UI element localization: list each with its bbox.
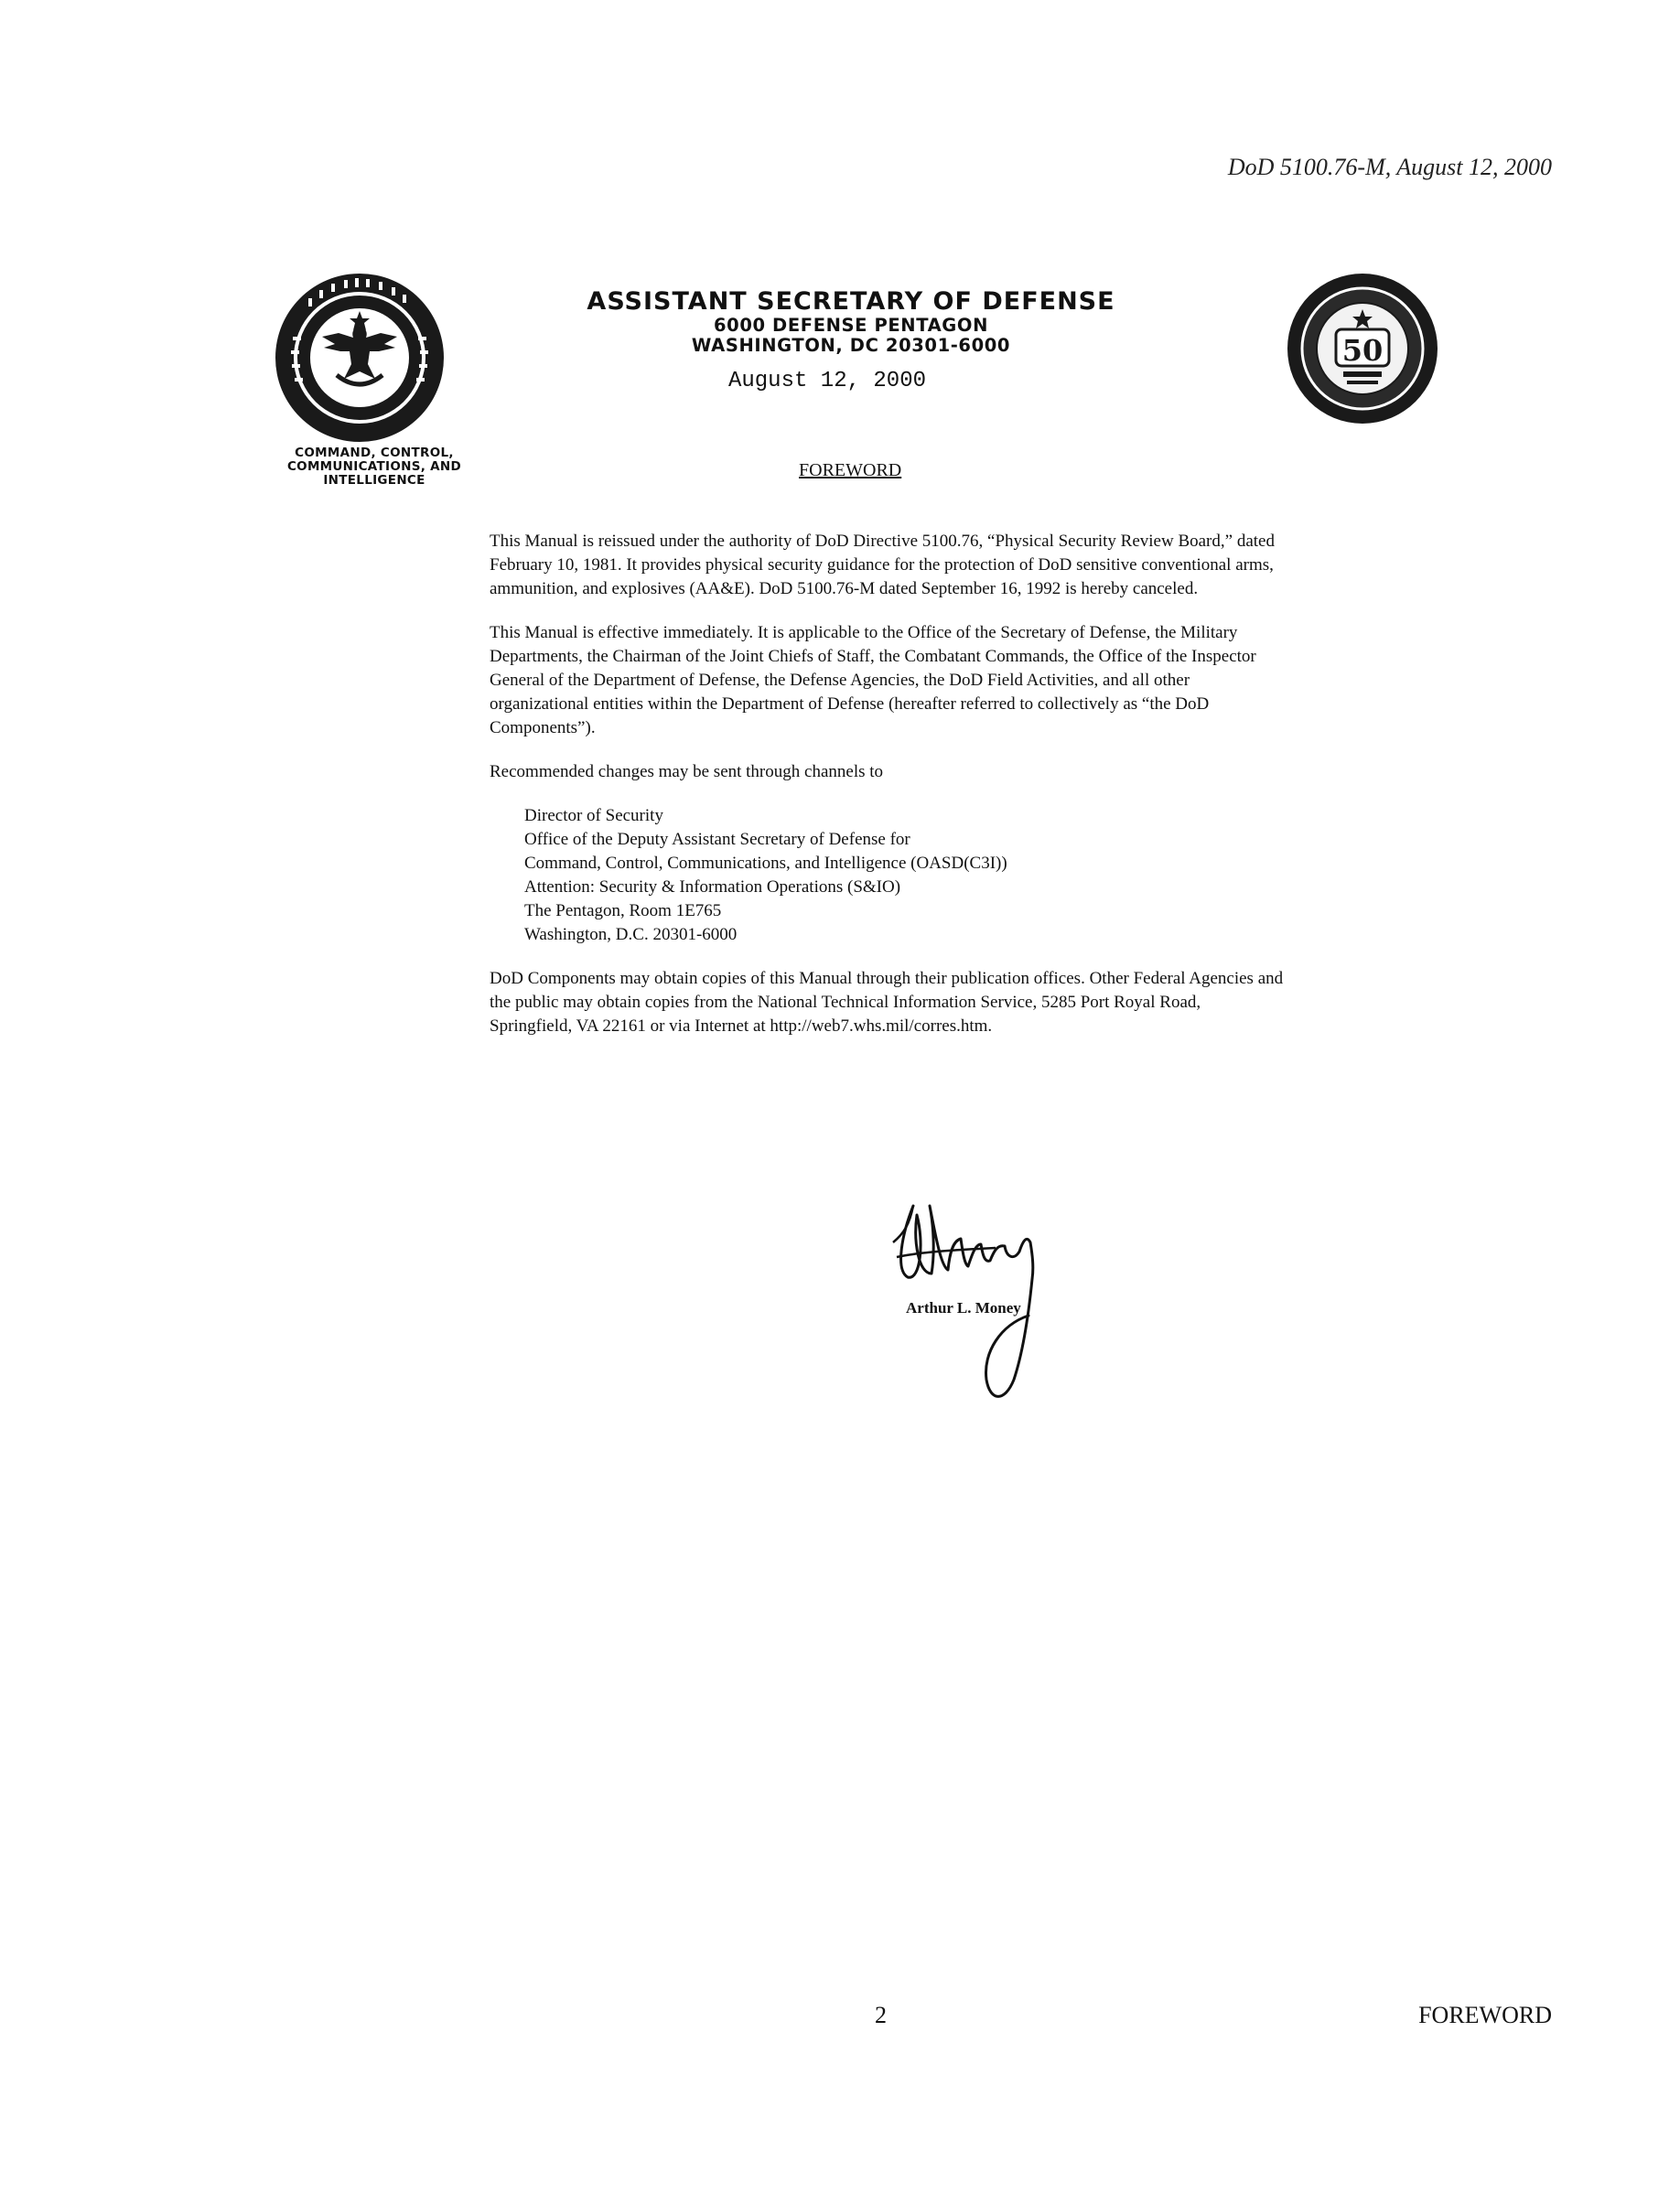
foreword-body: [490, 530, 1286, 1059]
anniversary-number: 50: [1341, 333, 1384, 368]
address-line: Director of Security: [524, 806, 663, 825]
address-line: Command, Control, Communications, and Intelligence (OASD(C3I)): [524, 854, 1007, 873]
letterhead: [512, 287, 1190, 393]
mailing-address: [524, 804, 1286, 947]
office-label: COMMAND, CONTROL, COMMUNICATIONS, AND INTELLIGENCE: [286, 446, 462, 488]
paragraph-authority: This Manual is reissued under the authority of DoD Directive 5100.76, “Physical Security Review Board,” dated February 10, 1981. It provides physical security guidance for the protection of DoD sensitive conventional arms, ammunition, and explosives (AA&E). DoD 5100.76-M dated September 16, 1992 is hereby canceled.: [490, 532, 1275, 598]
address-line: Attention: Security & Information Operations (S&IO): [524, 877, 901, 897]
letterhead-address-1: 6000 DEFENSE PENTAGON: [714, 315, 988, 336]
paragraph-applicability: This Manual is effective immediately. It is applicable to the Office of the Secretary of Defense, the Military Departments, the Chairman of the Joint Chiefs of Staff, the Combatant Commands, the Office of the Inspector General of the Department of Defense, the Defense Agencies, the DoD Field Activities, and all other organizational entities within the Department of Defense (hereafter referred to collectively as “the DoD Components”).: [490, 623, 1256, 737]
address-line: Office of the Deputy Assistant Secretary of Defense for: [524, 830, 910, 849]
letterhead-address-2: WASHINGTON, DC 20301-6000: [691, 335, 1011, 356]
dod-seal-icon: [275, 273, 445, 443]
signer-name: Arthur L. Money: [906, 1299, 1021, 1317]
signature-icon: [877, 1178, 1069, 1407]
section-footer: FOREWORD: [1418, 2002, 1552, 2028]
address-line: Washington, D.C. 20301-6000: [524, 925, 738, 944]
anniversary-seal-icon: [1287, 273, 1438, 425]
address-line: The Pentagon, Room 1E765: [524, 901, 722, 920]
paragraph-copies: DoD Components may obtain copies of this Manual through their publication offices. Other Federal Agencies and the public may obtain copies from the National Technical Information Service, 5285 Port Royal Road, Springfield, VA 22161 or via Internet at http://web7.whs.mil/corres.htm.: [490, 969, 1284, 1036]
paragraph-changes: Recommended changes may be sent through channels to: [490, 762, 884, 781]
letter-date: August 12, 2000: [727, 369, 927, 393]
foreword-title: FOREWORD: [799, 460, 902, 480]
running-header: DoD 5100.76-M, August 12, 2000: [1227, 154, 1552, 180]
letterhead-title: ASSISTANT SECRETARY OF DEFENSE: [587, 287, 1115, 316]
page-number: 2: [875, 2002, 887, 2028]
